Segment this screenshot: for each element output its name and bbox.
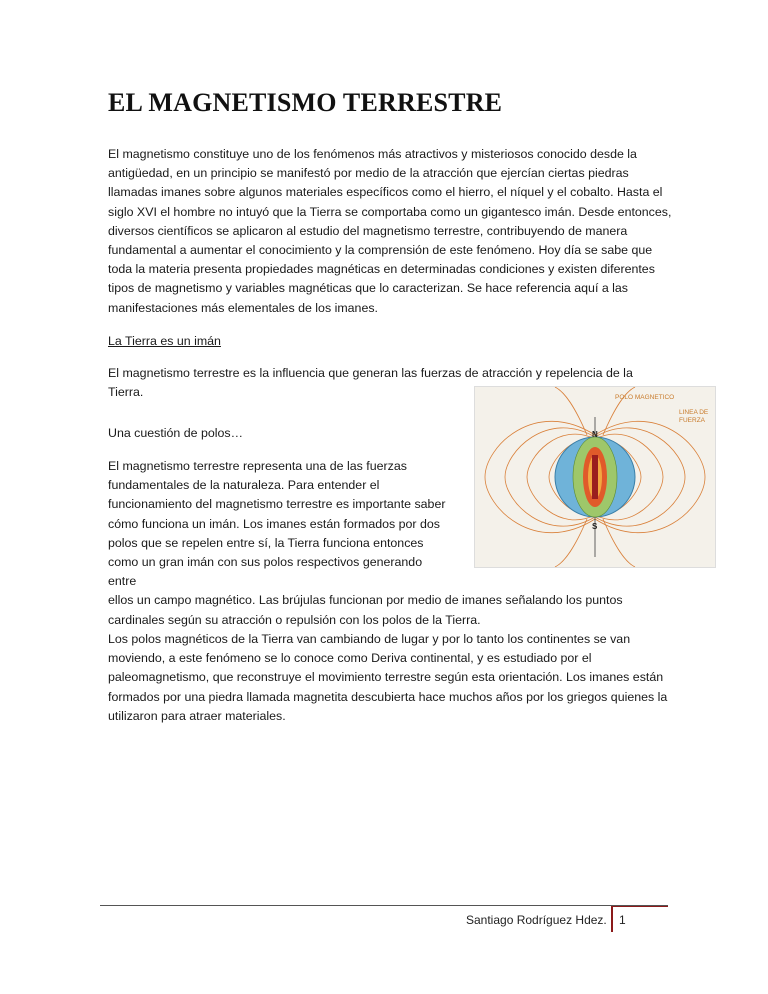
section-heading: La Tierra es un imán — [108, 334, 221, 348]
footer-page-tab — [613, 906, 668, 907]
poles-heading: Una cuestión de polos… — [108, 426, 244, 440]
poles-paragraph-full: ellos un campo magnético. Las brújulas funcionan por medio de imanes señalando los puntos cardinales según su atracción o repulsión con los polos de la Tierra. — [108, 593, 623, 627]
field-line-label-1: LINEA DE — [679, 409, 709, 416]
magnetic-pole-label: POLO MAGNETICO — [615, 394, 675, 401]
page-title: EL MAGNETISMO TERRESTRE — [108, 88, 503, 117]
continental-drift-paragraph: Los polos magnéticos de la Tierra van cambiando de lugar y por lo tanto los continentes se van moviendo, a este fenómeno se lo conoce como Deriva continental, y es estudiado por el paleomagnetismo, que reconstruye el movimiento terrestre según esta orientación. Los imanes están formados por una piedra llamada magnetita descubierta hace muchos años por los griegos quienes la utilizaron para atraer materiales. — [108, 632, 668, 723]
field-line-label-2: FUERZA — [679, 417, 705, 424]
intro-paragraph: El magnetismo constituye uno de los fenómenos más atractivos y misteriosos conocido desde la antigüedad, en un principio se manifestó por medio de la atracción que ejercían ciertas piedras llamadas imanes sobre algunos materiales específicos como el hierro, el níquel y el cobalto. Hasta el siglo XVI el hombre no intuyó que la Tierra se comportaba como un gigantesco imán. Desde entonces, diversos científicos se aplicaron al estudio del magnetismo terrestre, contribuyendo de manera fundamental a aumentar el conocimiento y la comprensión de este fenómeno. Hoy día se sabe que toda la materia presenta propiedades magnéticas en determinadas condiciones y existen diferentes tipos de magnetismo y variables magnéticas que lo caracterizan. Se hace referencia aquí a las manifestaciones más elementales de los imanes. — [108, 147, 672, 315]
earth-magnetic-field-figure — [474, 386, 716, 568]
footer-divider — [100, 905, 668, 906]
north-pole-label: N — [592, 430, 598, 439]
definition-paragraph: El magnetismo terrestre es la influencia que generan las fuerzas de atracción y repelencia de la Tierra. — [108, 366, 633, 400]
poles-paragraph-wrapped: El magnetismo terrestre representa una de las fuerzas fundamentales de la naturaleza. Para entender el funcionamiento del magnetismo terrestre es importante saber cómo funciona un imán. Los imanes están formados por dos polos que se repelen entre sí, la Tierra funciona entonces como un gran imán con sus polos respectivos generando entre — [108, 459, 446, 589]
page-number: 1 — [619, 913, 626, 927]
footer-author: Santiago Rodríguez Hdez. — [466, 913, 607, 927]
south-pole-label: S — [592, 522, 598, 531]
bar-magnet — [592, 455, 598, 499]
footer-separator — [611, 906, 613, 932]
earth-magnetic-field-diagram — [475, 387, 715, 567]
